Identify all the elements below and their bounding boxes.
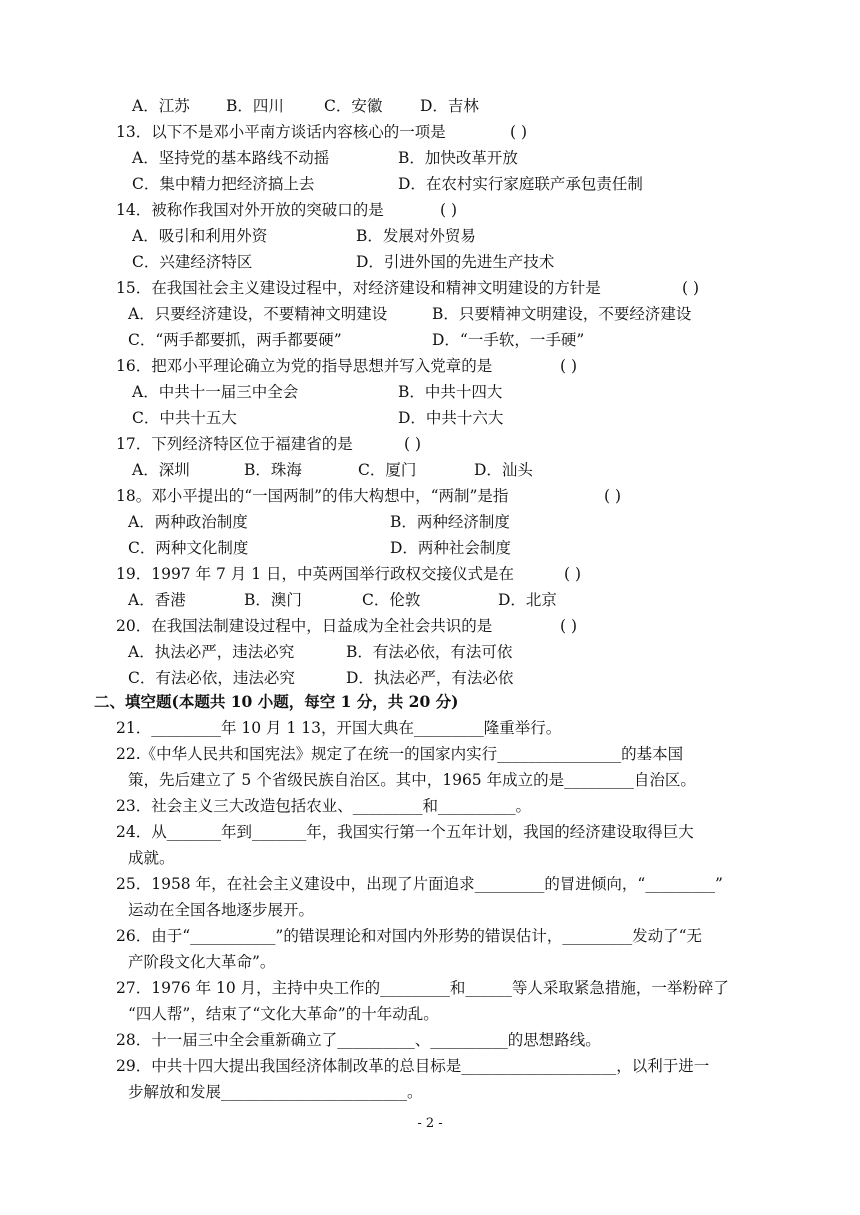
q16-option-d: D．中共十六大 xyxy=(398,409,504,427)
q14-option-b: B．发展对外贸易 xyxy=(356,227,476,245)
q26-text-line1: 26．由于“___________”的错误理论和对国内外形势的错误估计，_________发动了“无 xyxy=(116,927,702,945)
q14-stem: 14．被称作我国对外开放的突破口的是 xyxy=(116,201,384,219)
q14-answer-paren: ( ) xyxy=(440,201,458,219)
q13-option-d: D．在农村实行家庭联产承包责任制 xyxy=(398,175,643,193)
q19-option-c: C．伦敦 xyxy=(362,591,421,609)
q12-option-a: A．江苏 xyxy=(132,97,190,115)
q15-option-a: A．只要经济建设，不要精神文明建设 xyxy=(128,305,388,323)
q16-stem: 16．把邓小平理论确立为党的指导思想并写入党章的是 xyxy=(116,357,493,375)
q15-option-c: C．“两手都要抓，两手都要硬” xyxy=(128,331,342,349)
q20-option-a: A．执法必严，违法必究 xyxy=(128,643,295,661)
q18-option-a: A．两种政治制度 xyxy=(128,513,248,531)
q13-option-b: B．加快改革开放 xyxy=(398,149,518,167)
q25-text-line2: 运动在全国各地逐步展开。 xyxy=(128,901,315,919)
q15-option-b: B．只要精神文明建设，不要经济建设 xyxy=(432,305,692,323)
q29-text-line2: 步解放和发展________________________。 xyxy=(128,1083,423,1101)
q22-text-line1: 22.《中华人民共和国宪法》规定了在统一的国家内实行________________的基本国 xyxy=(116,745,684,763)
q18-answer-paren: ( ) xyxy=(604,487,622,505)
q29-text-line1: 29．中共十四大提出我国经济体制改革的总目标是____________________，以利于进一 xyxy=(116,1057,710,1075)
q25-text-line1: 25．1958 年，在社会主义建设中，出现了片面追求_________的冒进倾向，“_________” xyxy=(116,875,723,893)
q16-option-c: C．中共十五大 xyxy=(132,409,237,427)
q17-option-a: A．深圳 xyxy=(132,461,190,479)
q17-option-d: D．汕头 xyxy=(474,461,533,479)
q20-option-b: B．有法必依，有法可依 xyxy=(346,643,513,661)
q13-stem: 13．以下不是邓小平南方谈话内容核心的一项是 xyxy=(116,123,446,141)
q12-option-c: C．安徽 xyxy=(324,97,383,115)
q19-option-d: D．北京 xyxy=(498,591,557,609)
q27-text-line1: 27．1976 年 10 月，主持中央工作的_________和______等人采取紧急措施，一举粉碎了 xyxy=(116,979,729,997)
page-number: - 2 - xyxy=(417,1116,443,1131)
q20-answer-paren: ( ) xyxy=(560,617,578,635)
q24-text-line1: 24．从_______年到_______年，我国实行第一个五年计划，我国的经济建设取得巨大 xyxy=(116,823,694,841)
q19-option-a: A．香港 xyxy=(128,591,186,609)
q18-stem: 18。邓小平提出的“一国两制”的伟大构想中，“两制”是指 xyxy=(116,487,509,505)
q27-text-line2: “四人帮”，结束了“文化大革命”的十年动乱。 xyxy=(128,1005,439,1023)
q20-stem: 20．在我国法制建设过程中，日益成为全社会共识的是 xyxy=(116,617,493,635)
q17-option-c: C．厦门 xyxy=(358,461,417,479)
q19-answer-paren: ( ) xyxy=(564,565,582,583)
q18-option-b: B．两种经济制度 xyxy=(390,513,510,531)
q19-option-b: B．澳门 xyxy=(244,591,302,609)
q22-text-line2: 策，先后建立了 5 个省级民族自治区。其中，1965 年成立的是_________自治区。 xyxy=(128,771,696,789)
q16-answer-paren: ( ) xyxy=(560,357,578,375)
q24-text-line2: 成就。 xyxy=(128,849,175,867)
q19-stem: 19．1997 年 7 月 1 日，中英两国举行政权交接仪式是在 xyxy=(116,565,515,583)
q13-option-c: C．集中精力把经济搞上去 xyxy=(132,175,315,193)
q14-option-a: A．吸引和利用外资 xyxy=(132,227,268,245)
q13-answer-paren: ( ) xyxy=(510,123,528,141)
q12-option-d: D．吉林 xyxy=(420,97,479,115)
q16-option-b: B．中共十四大 xyxy=(398,383,503,401)
q14-option-c: C．兴建经济特区 xyxy=(132,253,253,271)
q15-stem: 15．在我国社会主义建设过程中，对经济建设和精神文明建设的方针是 xyxy=(116,279,601,297)
q16-option-a: A．中共十一届三中全会 xyxy=(132,383,299,401)
q20-option-d: D．执法必严，有法必依 xyxy=(346,669,514,687)
q28-text: 28．十一届三中全会重新确立了__________、__________的思想路线。 xyxy=(116,1031,601,1049)
q18-option-d: D．两种社会制度 xyxy=(390,539,511,557)
q14-option-d: D．引进外国的先进生产技术 xyxy=(356,253,555,271)
section-2-heading: 二、填空题(本题共 10 小题，每空 1 分，共 20 分) xyxy=(94,692,459,711)
q20-option-c: C．有法必依，违法必究 xyxy=(128,669,295,687)
q15-option-d: D．“一手软，一手硬” xyxy=(432,331,585,349)
q17-option-b: B．珠海 xyxy=(244,461,302,479)
q15-answer-paren: ( ) xyxy=(682,279,700,297)
q26-text-line2: 产阶段文化大革命”。 xyxy=(128,953,276,971)
q12-option-b: B．四川 xyxy=(226,97,284,115)
q23-text: 23．社会主义三大改造包括农业、_________和__________。 xyxy=(116,797,531,815)
q13-option-a: A．坚持党的基本路线不动摇 xyxy=(132,149,330,167)
q21-text: 21．_________年 10 月 1 13，开国大典在_________隆重举行。 xyxy=(116,719,562,737)
q17-stem: 17．下列经济特区位于福建省的是 xyxy=(116,435,353,453)
q18-option-c: C．两种文化制度 xyxy=(128,539,249,557)
q17-answer-paren: ( ) xyxy=(404,435,422,453)
